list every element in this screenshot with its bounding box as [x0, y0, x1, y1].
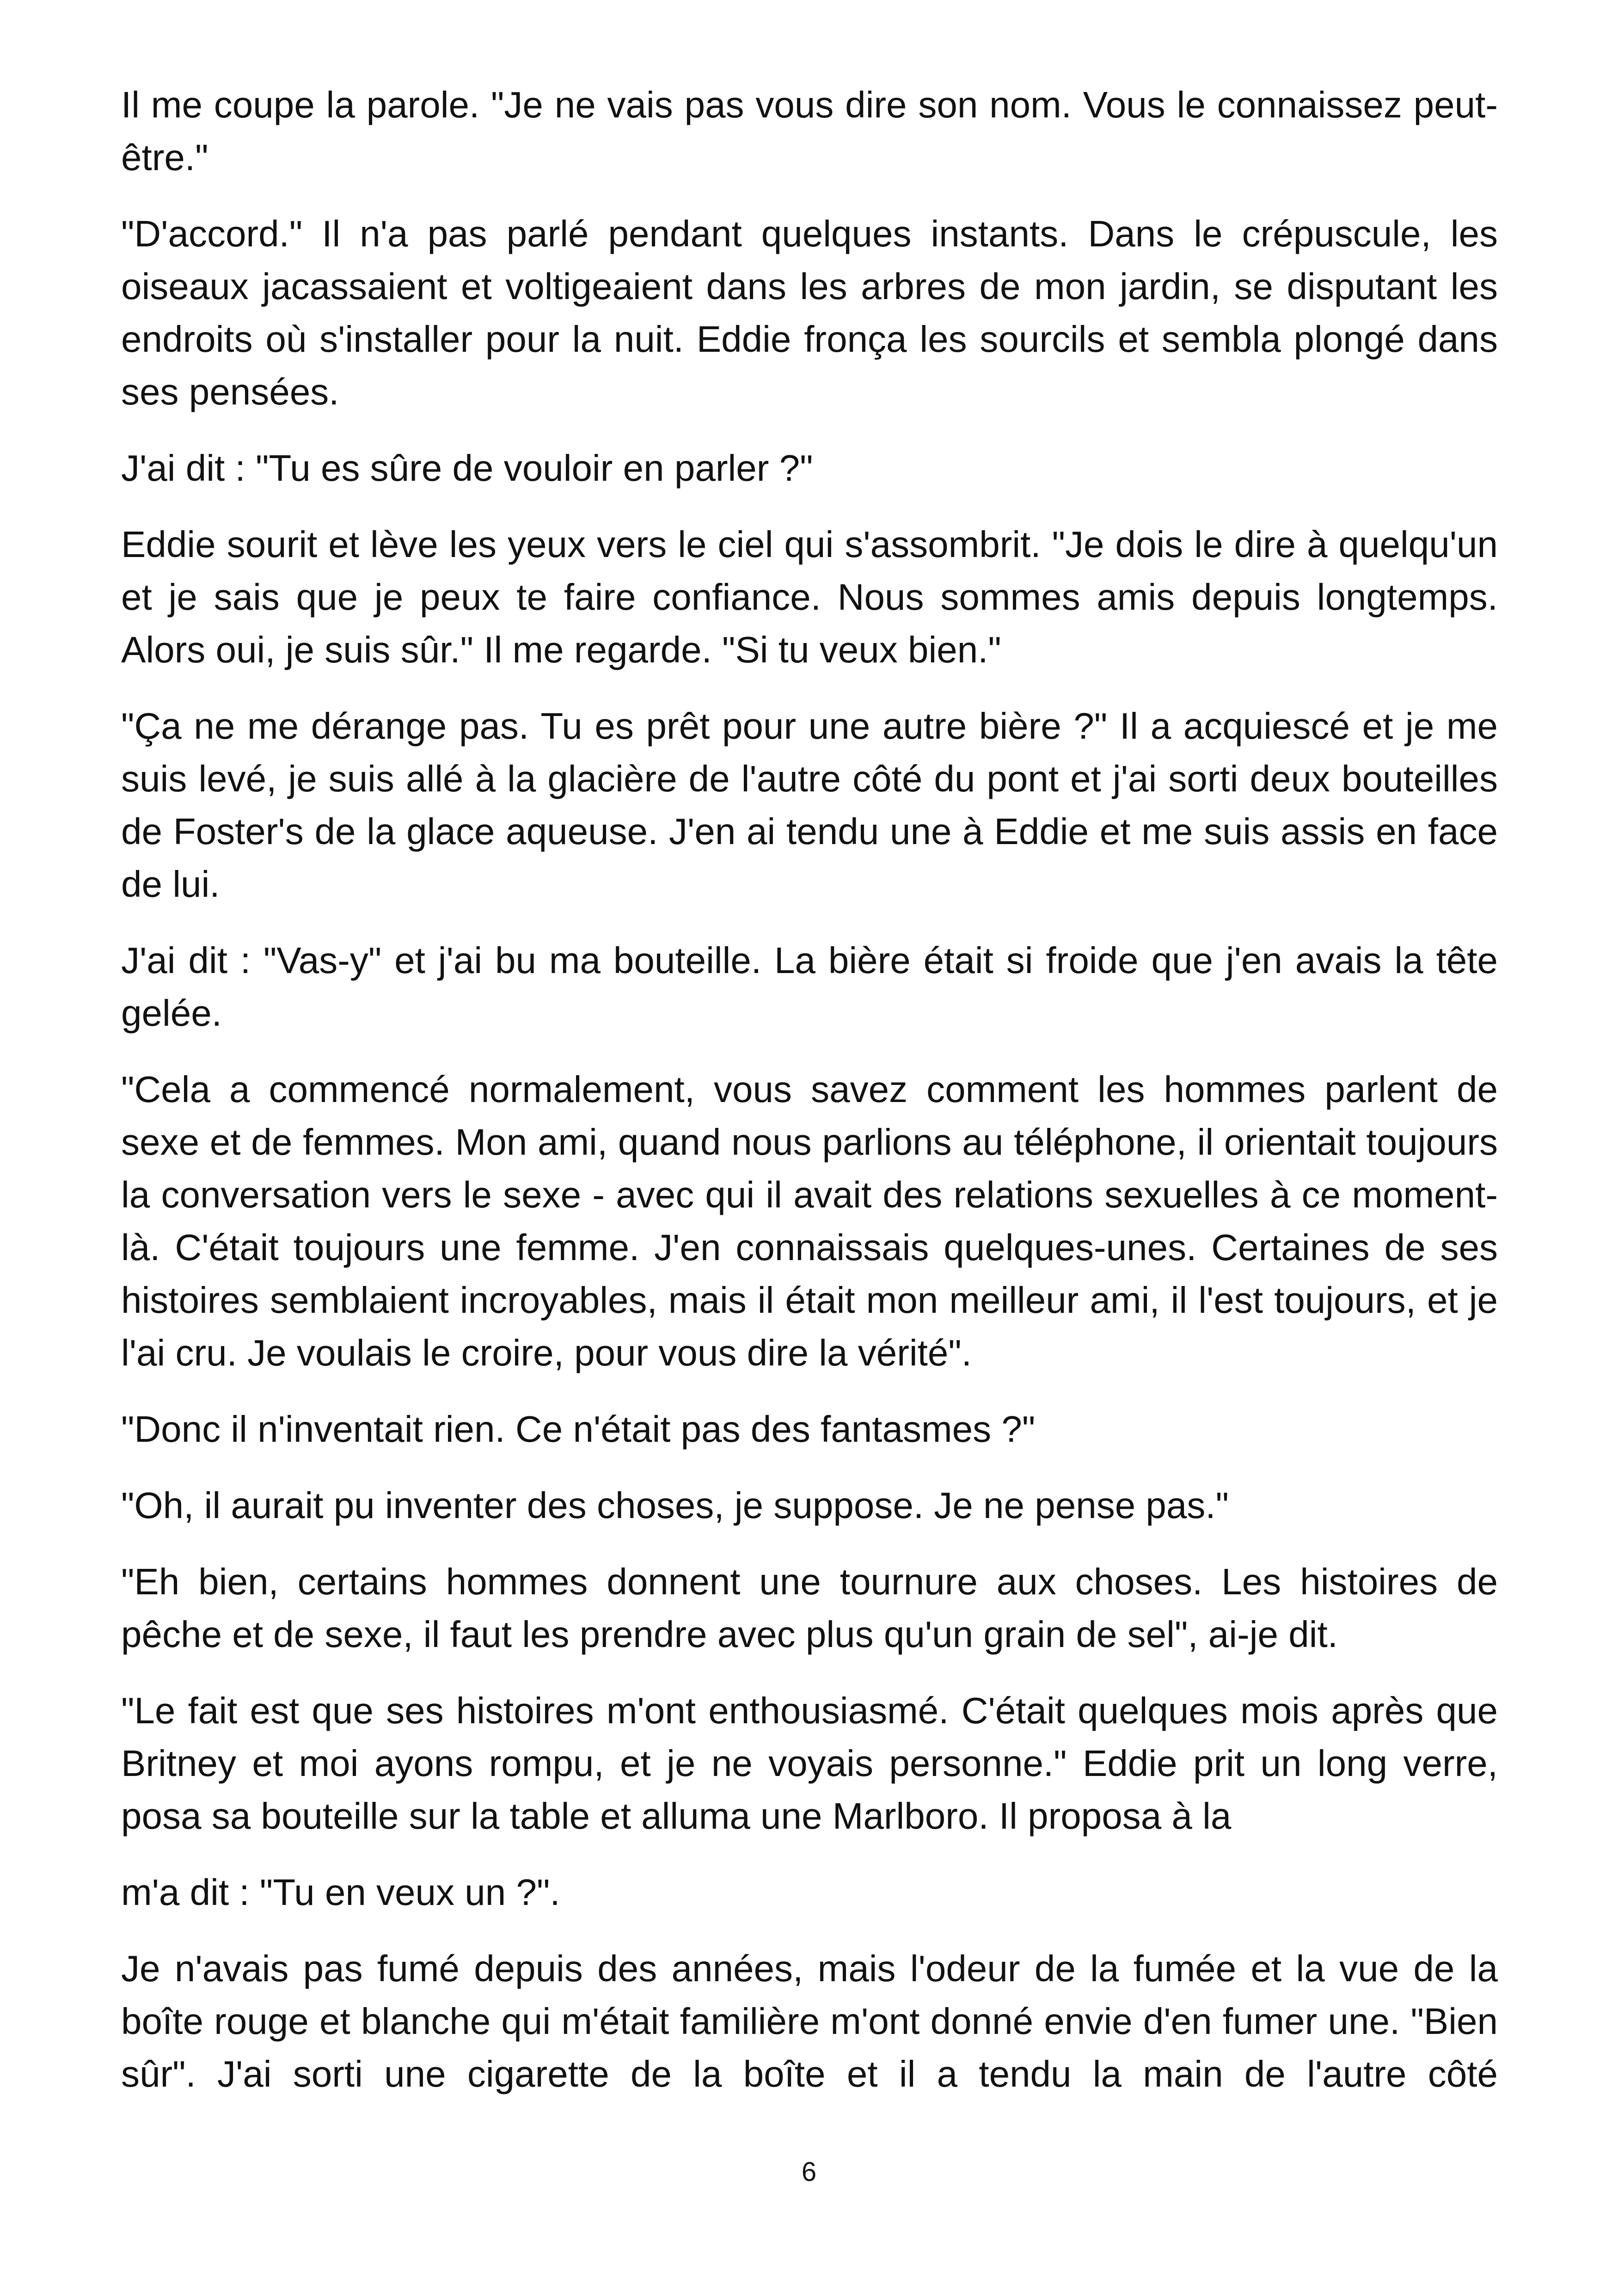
paragraph-6: J'ai dit : "Vas-y" et j'ai bu ma bouteille. La bière était si froide que j'en avais la tête gelée. [121, 940, 1498, 1034]
paragraph-10: "Eh bien, certains hommes donnent une tournure aux choses. Les histoires de pêche et de sexe, il faut les prendre avec plus qu'un grain de sel", ai-je dit. [121, 1561, 1498, 1655]
paragraph-13: Je n'avais pas fumé depuis des années, mais l'odeur de la fumée et la vue de la boîte rouge et blanche qui m'était familière m'ont donné envie d'en fumer une. "Bien sûr". J'ai sorti une cigarette de la boîte et il a tendu la main de l'autre côté [121, 1948, 1498, 2094]
paragraph-2: "D'accord." Il n'a pas parlé pendant quelques instants. Dans le crépuscule, les oiseaux jacassaient et voltigeaient dans les arbres de mon jardin, se disputant les endroits où s'installer pour la nuit. Eddie fronça les sourcils et sembla plongé dans ses pensées. [121, 213, 1498, 412]
paragraph-4: Eddie sourit et lève les yeux vers le ciel qui s'assombrit. "Je dois le dire à quelqu'un et je sais que je peux te faire confiance. Nous sommes amis depuis longtemps. Alors oui, je suis sûr." Il me regarde. "Si tu veux bien." [121, 524, 1498, 670]
paragraph-3: J'ai dit : "Tu es sûre de vouloir en parler ?" [121, 447, 813, 489]
paragraph-1: Il me coupe la parole. "Je ne vais pas vous dire son nom. Vous le connaissez peut-être." [121, 84, 1498, 178]
paragraph-9: "Oh, il aurait pu inventer des choses, je suppose. Je ne pense pas." [121, 1485, 1229, 1526]
page-number: 6 [801, 2157, 817, 2187]
paragraph-8: "Donc il n'inventait rien. Ce n'était pas des fantasmes ?" [121, 1408, 1036, 1450]
paragraph-12: m'a dit : "Tu en veux un ?". [121, 1872, 560, 1913]
page-body [121, 79, 1498, 2124]
paragraph-11: "Le fait est que ses histoires m'ont enthousiasmé. C'était quelques mois après que Britney et moi ayons rompu, et je ne voyais personne." Eddie prit un long verre, posa sa bouteille sur la table et alluma une Marlboro. Il proposa à la [121, 1690, 1498, 1837]
paragraph-5: "Ça ne me dérange pas. Tu es prêt pour une autre bière ?" Il a acquiescé et je me suis levé, je suis allé à la glacière de l'autre côté du pont et j'ai sorti deux bouteilles de Foster's de la glace aqueuse. J'en ai tendu une à Eddie et me suis assis en face de lui. [121, 705, 1498, 905]
paragraph-7: "Cela a commencé normalement, vous savez comment les hommes parlent de sexe et de femmes. Mon ami, quand nous parlions au téléphone, il orientait toujours la conversation vers le sexe - avec qui il avait des relations sexuelles à ce moment-là. C'était toujours une femme. J'en connaissais quelques-unes. Certaines de ses histoires semblaient incroyables, mais il était mon meilleur ami, il l'est toujours, et je l'ai cru. Je voulais le croire, pour vous dire la vérité". [121, 1069, 1498, 1373]
